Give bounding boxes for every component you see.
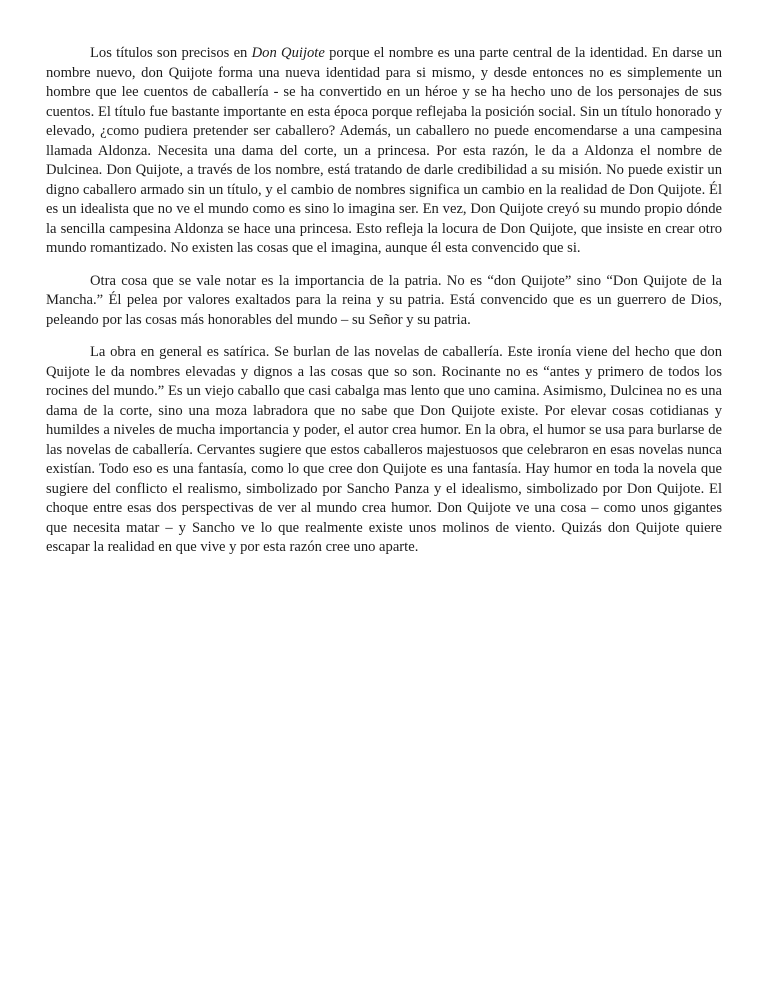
paragraph-titles-identity [46,44,722,259]
paragraph-patria [46,272,722,331]
paragraph-1-text: Los títulos son precisos en [90,45,252,61]
paragraph-2-text: Otra cosa que se vale notar es la importancia de la patria. No es “don Quijote” sino “Don Quijote de la Mancha.” Él pelea por valores exaltados para la reina y su patria. Está convencido que es un guerrero de Dios, peleando por las cosas más honorables del mundo – su Señor y su patria. [46,272,722,328]
document-page [46,44,722,571]
paragraph-1-text-continued: porque el nombre es una parte central de la identidad. En darse un nombre nuevo, don Quijote forma una nueva identidad para si mismo, y desde entonces no es simplemente un hombre que lee cuentos de caballería - se ha convertido en un héroe y se ha hecho uno de los personajes de sus cuentos. El título fue bastante importante en esta época porque reflejaba la posición social. Sin un título honorado y elevado, ¿como pudiera pretender ser caballero? Además, un caballero no puede encomendarse a una campesina llamada Aldonza. Necesita una dama del corte, un a princesa. Por esta razón, le da a Aldonza el nombre de Dulcinea. Don Quijote, a través de los nombre, está tratando de darle credibilidad a su misión. No puede existir un digno caballero armado sin un título, y el cambio de nombres significa un cambio en la realidad de Don Quijote. Él es un idealista que no ve el mundo como es sino lo imagina ser. En vez, Don Quijote creyó su mundo propio dónde la sencilla campesina Aldonza se hace una princesa. Esto refleja la locura de Don Quijote, que insiste en crear otro mundo romantizado. No existen las cosas que el imagina, aunque él esta convencido que si. [46,45,722,256]
paragraph-3-text: La obra en general es satírica. Se burlan de las novelas de caballería. Este ironía viene del hecho que don Quijote le da nombres elevadas y dignos a las cosas que so son. Rocinante no es “antes y primero de todos los rocines del mundo.” Es un viejo caballo que casi cabalga mas lento que uno camina. Asimismo, Dulcinea no es una dama de la corte, sino una moza labradora que no sabe que Don Quijote existe. Por elevar cosas cotidianas y humildes a niveles de mucha importancia y poder, el autor crea humor. En la obra, el humor se usa para burlarse de las novelas de caballería. Cervantes sugiere que estos caballeros majestuosos que celebraron en esas novelas nunca existían. Todo eso es una fantasía, como lo que cree don Quijote es una fantasía. Hay humor en toda la novela que sugiere del conflicto el realismo, simbolizado por Sancho Panza y el idealismo, simbolizado por Don Quijote. El choque entre esas dos perspectivas de ver al mundo crea humor. Don Quijote ve una cosa – como unos gigantes que necesita matar – y Sancho ve lo que realmente existe unos molinos de viento. Quizás don Quijote quiere escapar la realidad en que vive y por esta razón cree uno aparte. [46,344,722,555]
book-title-italic: Don Quijote [251,45,325,61]
paragraph-satire [46,343,722,558]
